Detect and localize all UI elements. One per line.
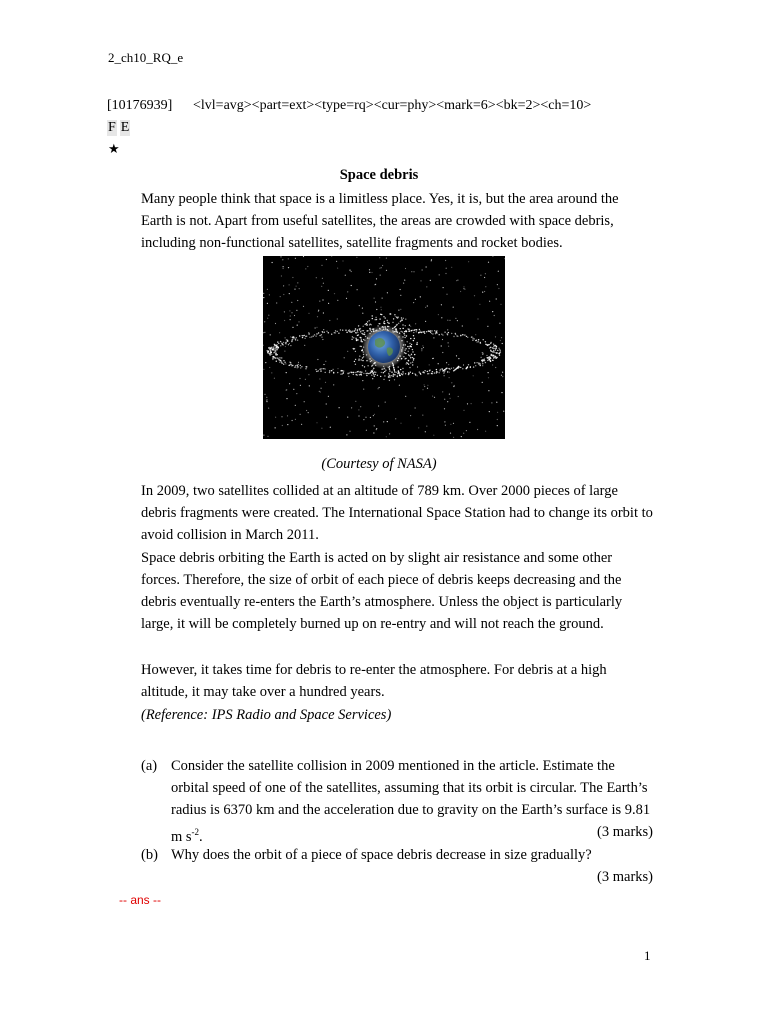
question-b-text: Why does the orbit of a piece of space debris decrease in size gradually? (3 marks) xyxy=(171,844,653,888)
question-a-text: Consider the satellite collision in 2009 mentioned in the article. Estimate the orbital speed of one of the satellites, assuming that its orbit is circular. The Earth’s radius is 6370 km and the acceleration due to gravity on the Earth’s surface is 9.81 m $s^{-2}$. (3 marks) xyxy=(171,758,653,845)
space-debris-image xyxy=(263,256,505,439)
question-b xyxy=(141,844,653,888)
star-icon: ★ xyxy=(108,141,120,156)
flag-f: F xyxy=(108,120,116,135)
language-flags xyxy=(107,120,130,136)
question-b-label: (b) xyxy=(141,847,158,863)
question-a-marks: (3 marks) xyxy=(597,824,653,840)
reference-note: (Reference: IPS Radio and Space Services) xyxy=(141,707,392,723)
paragraph-reentry-time: However, it takes time for debris to re-enter the atmosphere. For debris at a high altitude, it may take over a hundred years. xyxy=(141,662,607,700)
question-b-marks: (3 marks) xyxy=(597,869,653,885)
question-tags: <lvl=avg><part=ext><type=rq><cur=phy><mark=6><bk=2><ch=10> xyxy=(193,98,592,113)
page-number: 1 xyxy=(644,948,651,963)
question-id: [10176939] xyxy=(107,98,173,113)
image-caption: (Courtesy of NASA) xyxy=(321,456,437,472)
document-code: 2_ch10_RQ_e xyxy=(108,50,184,65)
space-debris-photo xyxy=(263,256,505,439)
answer-marker: -- ans -- xyxy=(119,893,161,907)
paragraph-intro: Many people think that space is a limitless place. Yes, it is, but the area around the Earth is not. Apart from useful satellites, the areas are crowded with space debris, including non-functional satellites, satellite fragments and rocket bodies. xyxy=(141,191,619,251)
article-title: Space debris xyxy=(339,167,419,183)
paragraph-collision: In 2009, two satellites collided at an altitude of 789 km. Over 2000 pieces of large debris fragments were created. The International Space Station had to change its orbit to avoid collision in March 2011. xyxy=(141,483,653,543)
question-a xyxy=(141,755,653,848)
paragraph-air-resistance: Space debris orbiting the Earth is acted on by slight air resistance and some other forces. Therefore, the size of orbit of each piece of debris keeps decreasing and the debris eventually re-enters the Earth’s atmosphere. Unless the object is particularly large, it will be completely burned up on re-entry and will not reach the ground. xyxy=(141,550,623,632)
flag-e: E xyxy=(120,120,130,135)
question-a-label: (a) xyxy=(141,758,158,774)
